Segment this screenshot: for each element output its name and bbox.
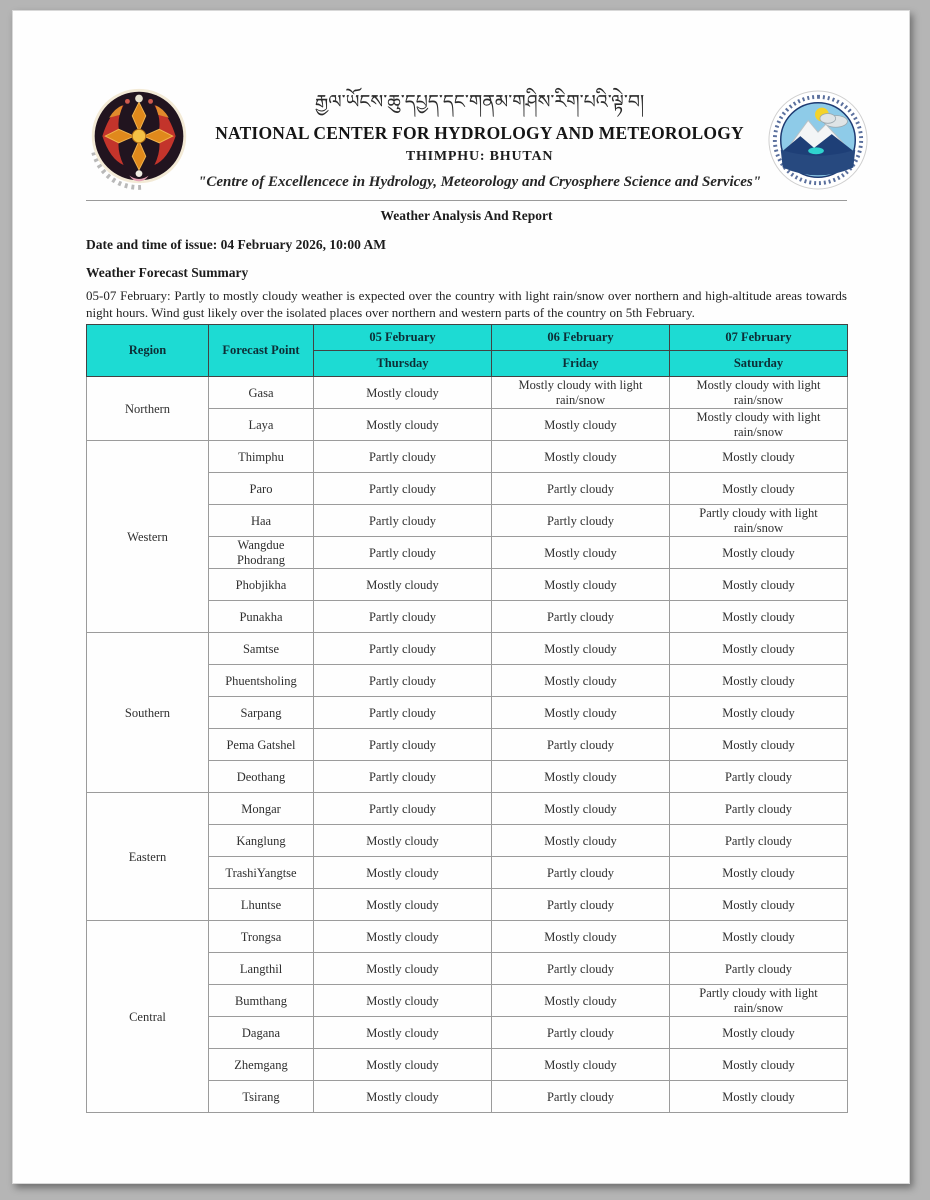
forecast-cell: Mostly cloudy — [492, 985, 670, 1017]
forecast-cell: Mostly cloudy — [314, 921, 492, 953]
forecast-cell: Mostly cloudy — [492, 697, 670, 729]
forecast-cell: Partly cloudy — [314, 505, 492, 537]
forecast-cell: Partly cloudy — [492, 729, 670, 761]
forecast-cell: Partly cloudy — [314, 665, 492, 697]
forecast-cell: Mostly cloudy — [492, 665, 670, 697]
column-header-day-1: Thursday — [314, 351, 492, 377]
forecast-cell: Mostly cloudy — [670, 1049, 848, 1081]
forecast-cell: Partly cloudy — [492, 1081, 670, 1113]
letterhead-text — [192, 85, 767, 191]
table-row — [87, 921, 848, 953]
forecast-cell: Partly cloudy — [314, 793, 492, 825]
bhutan-national-emblem-logo — [86, 85, 192, 191]
forecast-cell: Mostly cloudy — [314, 569, 492, 601]
forecast-cell: Mostly cloudy — [670, 633, 848, 665]
table-row — [87, 633, 848, 665]
forecast-cell: Partly cloudy — [492, 601, 670, 633]
organization-name: NATIONAL CENTER FOR HYDROLOGY AND METEOROLOGY — [215, 122, 744, 143]
forecast-cell: Mostly cloudy — [492, 921, 670, 953]
forecast-cell: Partly cloudy — [492, 953, 670, 985]
forecast-cell: Partly cloudy — [314, 633, 492, 665]
forecast-cell: Mostly cloudy — [670, 1017, 848, 1049]
forecast-point-cell: Haa — [209, 505, 314, 537]
forecast-cell: Partly cloudy with light rain/snow — [670, 505, 848, 537]
forecast-cell: Mostly cloudy — [492, 825, 670, 857]
forecast-cell: Mostly cloudy — [670, 857, 848, 889]
forecast-point-cell: Trongsa — [209, 921, 314, 953]
forecast-cell: Mostly cloudy — [492, 537, 670, 569]
forecast-cell: Mostly cloudy — [314, 1017, 492, 1049]
forecast-cell: Partly cloudy — [314, 697, 492, 729]
forecast-cell: Partly cloudy — [670, 793, 848, 825]
forecast-cell: Partly cloudy — [670, 761, 848, 793]
table-row — [87, 377, 848, 409]
forecast-table-body — [87, 377, 848, 1113]
forecast-cell: Partly cloudy — [314, 601, 492, 633]
forecast-cell: Mostly cloudy — [314, 377, 492, 409]
region-cell: Eastern — [87, 793, 209, 921]
forecast-cell: Partly cloudy — [492, 505, 670, 537]
region-cell: Southern — [87, 633, 209, 793]
forecast-cell: Partly cloudy — [314, 441, 492, 473]
forecast-point-cell: Zhemgang — [209, 1049, 314, 1081]
forecast-cell: Partly cloudy — [492, 473, 670, 505]
issue-date-line: Date and time of issue: 04 February 2026, 10:00 AM — [86, 237, 386, 252]
forecast-cell: Partly cloudy — [314, 537, 492, 569]
forecast-cell: Mostly cloudy — [670, 441, 848, 473]
forecast-cell: Mostly cloudy — [492, 441, 670, 473]
forecast-point-cell: Thimphu — [209, 441, 314, 473]
forecast-table-header — [87, 325, 848, 377]
forecast-point-cell: Paro — [209, 473, 314, 505]
forecast-cell: Mostly cloudy — [670, 921, 848, 953]
forecast-cell: Mostly cloudy — [492, 761, 670, 793]
report-title: Weather Analysis And Report — [380, 208, 553, 223]
forecast-point-cell: Phuentsholing — [209, 665, 314, 697]
column-header-day-2: Friday — [492, 351, 670, 377]
organization-motto: "Centre of Excellencece in Hydrology, Meteorology and Cryosphere Science and Services" — [198, 173, 762, 190]
column-header-date-2: 06 February — [492, 325, 670, 351]
summary-text: 05-07 February: Partly to mostly cloudy weather is expected over the country with light rain/snow over northern and high-altitude areas towards night hours. Wind gust likely over the isolated places over northern and western parts of the country on 5th February. — [86, 288, 847, 320]
forecast-point-cell: Laya — [209, 409, 314, 441]
forecast-point-cell: Samtse — [209, 633, 314, 665]
forecast-cell: Mostly cloudy — [314, 953, 492, 985]
table-row — [87, 793, 848, 825]
forecast-cell: Partly cloudy — [670, 953, 848, 985]
column-header-day-3: Saturday — [670, 351, 848, 377]
forecast-cell: Mostly cloudy with light rain/snow — [670, 409, 848, 441]
forecast-cell: Mostly cloudy — [670, 889, 848, 921]
forecast-cell: Partly cloudy — [492, 857, 670, 889]
forecast-point-cell: Kanglung — [209, 825, 314, 857]
forecast-table — [86, 324, 848, 1113]
forecast-cell: Mostly cloudy — [314, 985, 492, 1017]
forecast-cell: Mostly cloudy — [492, 569, 670, 601]
summary-heading: Weather Forecast Summary — [86, 265, 249, 280]
column-header-date-3: 07 February — [670, 325, 848, 351]
forecast-cell: Partly cloudy — [314, 473, 492, 505]
column-header-region: Region — [87, 325, 209, 377]
region-cell: Northern — [87, 377, 209, 441]
forecast-cell: Partly cloudy — [314, 729, 492, 761]
forecast-point-cell: Lhuntse — [209, 889, 314, 921]
forecast-cell: Partly cloudy — [492, 1017, 670, 1049]
region-cell: Western — [87, 441, 209, 633]
table-row — [87, 441, 848, 473]
forecast-cell: Mostly cloudy — [670, 473, 848, 505]
forecast-cell: Mostly cloudy — [492, 633, 670, 665]
forecast-cell: Mostly cloudy — [314, 1081, 492, 1113]
region-cell: Central — [87, 921, 209, 1113]
forecast-point-cell: Langthil — [209, 953, 314, 985]
forecast-point-cell: Gasa — [209, 377, 314, 409]
document-page — [12, 10, 910, 1184]
forecast-point-cell: Phobjikha — [209, 569, 314, 601]
forecast-cell: Mostly cloudy with light rain/snow — [670, 377, 848, 409]
forecast-point-cell: Pema Gatshel — [209, 729, 314, 761]
nchm-mountain-logo — [767, 89, 869, 191]
forecast-cell: Mostly cloudy — [314, 1049, 492, 1081]
forecast-point-cell: Mongar — [209, 793, 314, 825]
forecast-cell: Mostly cloudy — [314, 857, 492, 889]
forecast-cell: Mostly cloudy — [492, 409, 670, 441]
forecast-cell: Mostly cloudy — [670, 1081, 848, 1113]
letterhead-divider — [86, 200, 847, 201]
forecast-cell: Mostly cloudy — [670, 697, 848, 729]
forecast-point-cell: Sarpang — [209, 697, 314, 729]
forecast-cell: Partly cloudy — [492, 889, 670, 921]
forecast-point-cell: TrashiYangtse — [209, 857, 314, 889]
forecast-cell: Partly cloudy — [314, 761, 492, 793]
column-header-forecast-point: Forecast Point — [209, 325, 314, 377]
forecast-point-cell: Deothang — [209, 761, 314, 793]
column-header-date-1: 05 February — [314, 325, 492, 351]
forecast-point-cell: Punakha — [209, 601, 314, 633]
forecast-cell: Mostly cloudy — [314, 825, 492, 857]
forecast-cell: Partly cloudy — [670, 825, 848, 857]
forecast-cell: Mostly cloudy — [314, 409, 492, 441]
forecast-point-cell: Tsirang — [209, 1081, 314, 1113]
letterhead — [86, 85, 847, 191]
dzongkha-title: རྒྱལ་ཡོངས་ཆུ་དཔྱད་དང་གནམ་གཤིས་རིག་པའི་ལྟེ་བ། — [314, 91, 645, 113]
forecast-cell: Mostly cloudy — [670, 537, 848, 569]
forecast-cell: Mostly cloudy — [314, 889, 492, 921]
forecast-point-cell: Wangdue Phodrang — [209, 537, 314, 569]
page-content — [86, 11, 847, 1113]
forecast-cell: Partly cloudy with light rain/snow — [670, 985, 848, 1017]
organization-location: THIMPHU: BHUTAN — [405, 148, 554, 164]
forecast-cell: Mostly cloudy — [492, 793, 670, 825]
forecast-cell: Mostly cloudy — [670, 729, 848, 761]
forecast-cell: Mostly cloudy — [670, 665, 848, 697]
forecast-point-cell: Dagana — [209, 1017, 314, 1049]
forecast-cell: Mostly cloudy — [670, 569, 848, 601]
forecast-point-cell: Bumthang — [209, 985, 314, 1017]
forecast-cell: Mostly cloudy — [670, 601, 848, 633]
forecast-cell: Mostly cloudy with light rain/snow — [492, 377, 670, 409]
forecast-cell: Mostly cloudy — [492, 1049, 670, 1081]
